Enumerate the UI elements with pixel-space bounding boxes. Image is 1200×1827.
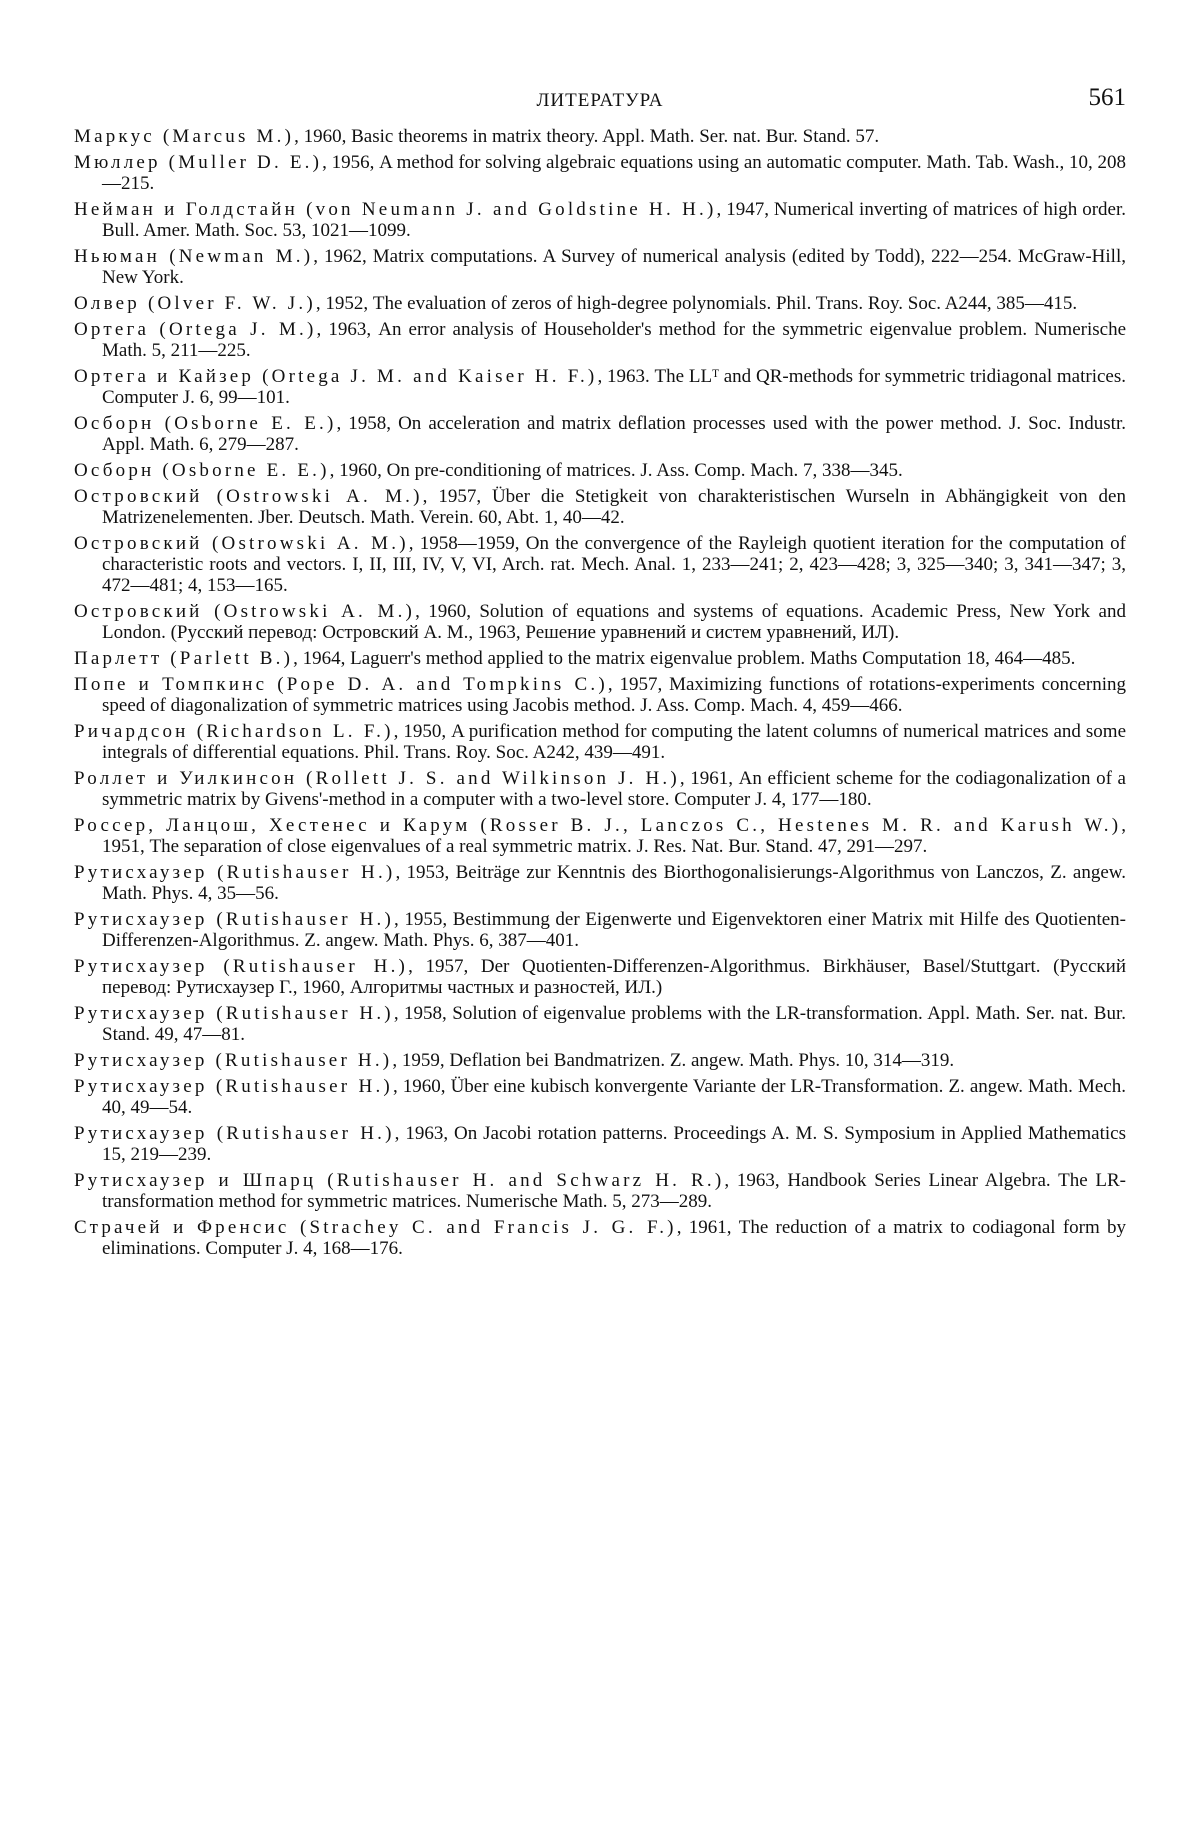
reference-author: Островский (Ostrowski A. M.) — [74, 601, 416, 622]
reference-text: , 1956, A method for solving algebraic equations using an automatic computer. Math. Tab. Wash., 10, 208—215. — [102, 152, 1126, 194]
reference-author: Рутисхаузер (Rutishauser H.) — [74, 862, 396, 883]
reference-text: , 1957, Über die Stetigkeit von charakteristischen Wurseln in Abhängigkeit von den Matrizenelementen. Jber. Deutsch. Math. Verein. 60, Abt. 1, 40—42. — [102, 486, 1126, 528]
reference-text: , 1952, The evaluation of zeros of high-degree polynomials. Phil. Trans. Roy. Soc. A244, 385—415. — [315, 293, 1078, 314]
reference-text: , 1960, Basic theorems in matrix theory. Appl. Math. Ser. nat. Bur. Stand. 57. — [294, 126, 880, 147]
reference-author: Страчей и Френсис (Strachey C. and Francis J. G. F.) — [74, 1217, 677, 1238]
reference-entry — [74, 862, 1126, 904]
reference-author: Рутисхаузер (Rutishauser H.) — [74, 909, 395, 930]
reference-entry — [74, 366, 1126, 408]
reference-author: Мюллер (Muller D. E.) — [74, 152, 323, 173]
reference-entry — [74, 721, 1126, 763]
reference-entry — [74, 768, 1126, 810]
reference-text: , 1955, Bestimmung der Eigenwerte und Eigenvektoren einer Matrix mit Hilfe des Quotienten-Differenzen-Algorithmus. Z. angew. Math. Phys. 6, 387—401. — [102, 909, 1126, 951]
reference-text: , 1958—1959, On the convergence of the Rayleigh quotient iteration for the computation of characteristic roots and vectors. I, II, III, IV, V, VI, Arch. rat. Mech. Anal. 1, 233—241; 2, 423—428; 3, 325—340; 3, 341—347; 3, 472—481; 4, 153—165. — [102, 533, 1126, 596]
reference-text: , 1958, On acceleration and matrix deflation processes used with the power method. J. Soc. Industr. Appl. Math. 6, 279—287. — [102, 413, 1126, 455]
reference-author: Ньюман (Newman M.) — [74, 246, 314, 267]
reference-text: , 1958, Solution of eigenvalue problems with the LR-transformation. Appl. Math. Ser. nat. Bur. Stand. 49, 47—81. — [102, 1003, 1126, 1045]
page — [74, 80, 1126, 1264]
reference-author: Островский (Ostrowski A. M.) — [74, 533, 409, 554]
reference-entry — [74, 674, 1126, 716]
reference-entry — [74, 815, 1126, 857]
reference-author: Олвер (Olver F. W. J.) — [74, 293, 316, 314]
reference-list — [74, 126, 1126, 1259]
reference-text: , 1957, Der Quotienten-Differenzen-Algorithmus. Birkhäuser, Basel/Stuttgart. (Русский перевод: Рутисхаузер Г., 1960, Алгоритмы частных и разностей, ИЛ.) — [102, 956, 1126, 998]
running-title: ЛИТЕРАТУРА — [536, 90, 664, 111]
reference-text: , 1960, Über eine kubisch konvergente Variante der LR-Transformation. Z. angew. Math. Mech. 40, 49—54. — [102, 1076, 1126, 1118]
reference-entry — [74, 152, 1126, 194]
reference-text: , 1963, Handbook Series Linear Algebra. The LR-transformation method for symmetric matrices. Numerische Math. 5, 273—289. — [102, 1170, 1126, 1212]
reference-text: , 1957, Maximizing functions of rotations-experiments concerning speed of diagonalization of symmetric matrices using Jacobis method. J. Ass. Comp. Mach. 4, 459—466. — [102, 674, 1127, 716]
reference-text: , 1963, On Jacobi rotation patterns. Proceedings A. M. S. Symposium in Applied Mathematics 15, 219—239. — [102, 1123, 1126, 1165]
reference-author: Нейман и Голдстайн (von Neumann J. and Goldstine H. H.) — [74, 199, 717, 220]
reference-entry — [74, 1003, 1126, 1045]
reference-author: Роллет и Уилкинсон (Rollett J. S. and Wilkinson J. H.) — [74, 768, 680, 789]
reference-entry — [74, 1217, 1126, 1259]
reference-text: , 1961, An efficient scheme for the codiagonalization of a symmetric matrix by Givens'-method in a computer with a two-level store. Computer J. 4, 177—180. — [102, 768, 1126, 810]
reference-entry — [74, 909, 1126, 951]
reference-entry — [74, 601, 1126, 643]
reference-author: Рутисхаузер и Шпарц (Rutishauser H. and Schwarz H. R.) — [74, 1170, 725, 1191]
reference-entry — [74, 648, 1126, 669]
reference-author: Рутисхаузер (Rutishauser H.) — [74, 1076, 393, 1097]
reference-author: Попе и Томпкинс (Pope D. A. and Tompkins C.) — [74, 674, 608, 695]
reference-text: , 1964, Laguerr's method applied to the matrix eigenvalue problem. Maths Computation 18, 464—485. — [293, 648, 1076, 669]
reference-entry — [74, 319, 1126, 361]
reference-entry — [74, 486, 1126, 528]
reference-author: Островский (Ostrowski A. M.) — [74, 486, 423, 507]
reference-author: Рутисхаузер (Rutishauser H.) — [74, 1050, 393, 1071]
reference-author: Осборн (Osborne E. E.) — [74, 413, 337, 434]
page-number: 561 — [1088, 84, 1126, 111]
reference-entry — [74, 293, 1126, 314]
reference-entry — [74, 460, 1126, 481]
reference-entry — [74, 1050, 1126, 1071]
reference-entry — [74, 1170, 1126, 1212]
reference-text: , 1947, Numerical inverting of matrices of high order. Bull. Amer. Math. Soc. 53, 1021—1099. — [102, 199, 1126, 241]
reference-entry — [74, 956, 1126, 998]
reference-text: , 1961, The reduction of a matrix to codiagonal form by eliminations. Computer J. 4, 168—176. — [102, 1217, 1127, 1259]
reference-text: , 1950, A purification method for computing the latent columns of numerical matrices and some integrals of differential equations. Phil. Trans. Roy. Soc. A242, 439—491. — [102, 721, 1126, 763]
reference-author: Россер, Ланцош, Хестенес и Карум (Rosser B. J., Lanczos C., Hestenes M. R. and Karush W.) — [74, 815, 1122, 836]
reference-author: Маркус (Marcus M.) — [74, 126, 295, 147]
reference-entry — [74, 199, 1126, 241]
reference-text: , 1953, Beiträge zur Kenntnis des Biorthogonalisierungs-Algorithmus von Lanczos, Z. angew. Math. Phys. 4, 35—56. — [102, 862, 1126, 904]
page-header — [74, 80, 1126, 126]
reference-author: Ричардсон (Richardson L. F.) — [74, 721, 394, 742]
reference-text: , 1962, Matrix computations. A Survey of numerical analysis (edited by Todd), 222—254. McGraw-Hill, New York. — [102, 246, 1126, 288]
reference-author: Рутисхаузер (Rutishauser H.) — [74, 1123, 395, 1144]
reference-text: , 1951, The separation of close eigenvalues of a real symmetric matrix. J. Res. Nat. Bur. Stand. 47, 291—297. — [102, 815, 1126, 857]
reference-text: , 1960, Solution of equations and systems of equations. Academic Press, New York and London. (Русский перевод: Островский А. М., 1963, Решение уравнений и систем уравнений, ИЛ). — [102, 601, 1126, 643]
reference-author: Парлетт (Parlett B.) — [74, 648, 294, 669]
reference-author: Осборн (Osborne E. E.) — [74, 460, 330, 481]
reference-text: , 1960, On pre-conditioning of matrices. J. Ass. Comp. Mach. 7, 338—345. — [329, 460, 903, 481]
reference-entry — [74, 533, 1126, 596]
reference-entry — [74, 1123, 1126, 1165]
reference-author: Ортега (Ortega J. M.) — [74, 319, 317, 340]
reference-text: , 1963, An error analysis of Householder's method for the symmetric eigenvalue problem. Numerische Math. 5, 211—225. — [102, 319, 1126, 361]
reference-entry — [74, 246, 1126, 288]
reference-entry — [74, 126, 1126, 147]
reference-author: Ортега и Кайзер (Ortega J. M. and Kaiser H. F.) — [74, 366, 598, 387]
reference-author: Рутисхаузер (Rutishauser H.) — [74, 1003, 394, 1024]
reference-author: Рутисхаузер (Rutishauser H.) — [74, 956, 409, 977]
reference-text: , 1963. The LLᵀ and QR-methods for symmetric tridiagonal matrices. Computer J. 6, 99—101. — [102, 366, 1126, 408]
reference-entry — [74, 413, 1126, 455]
reference-text: , 1959, Deflation bei Bandmatrizen. Z. angew. Math. Phys. 10, 314—319. — [392, 1050, 955, 1071]
reference-entry — [74, 1076, 1126, 1118]
